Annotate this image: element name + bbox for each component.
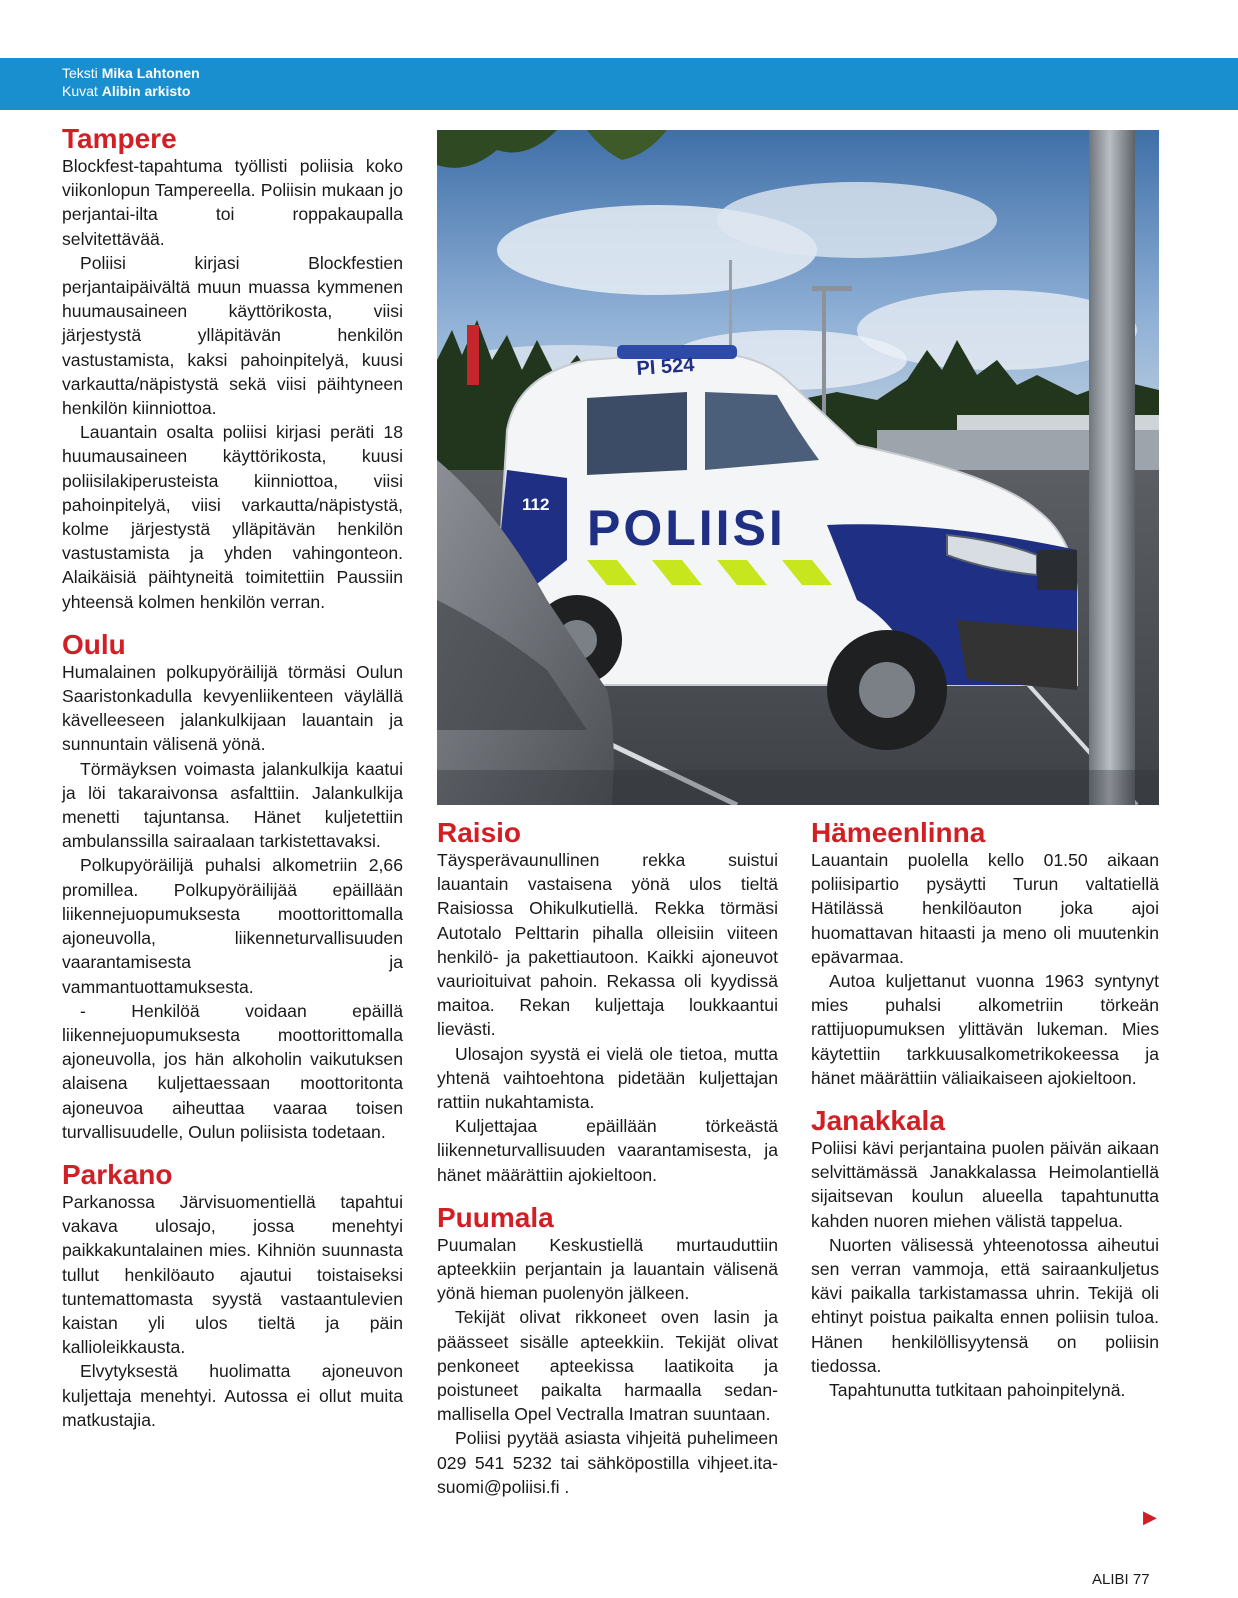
article-paragraph: Ulosajon syystä ei vielä ole tietoa, mutta yhtenä vaihtoehtona pidetään kuljettajan rattiin nukahtamista.	[437, 1043, 778, 1113]
article-title: Puumala	[437, 1201, 554, 1233]
article-paragraph: Täysperävaunullinen rekka suistui lauantain vastaisena yönä ulos tieltä Raisiossa Ohikulkutiellä. Rekka törmäsi Autotalo Pelttarin pihalla olleisiin viiteen henkilö- ja pakettiautoon. Kaikki ajoneuvot vaurioituivat pahoin. Rekassa oli kyydissä maitoa. Rekan kuljettaja loukkaantui lievästi.	[437, 850, 778, 1040]
continue-arrow-icon: ▶	[1143, 1507, 1157, 1527]
article-paragraph: Poliisi pyytää asiasta vihjeitä puhelimeen 029 541 5232 tai sähköpostilla vihjeet.ita-suomi@poliisi.fi .	[437, 1428, 778, 1497]
article-paragraph: Parkanossa Järvisuomentiellä tapahtui vakava ulosajo, jossa menehtyi paikkakuntalainen mies. Kihniön suunnasta tullut henkilöauto ajautui toistaiseksi tuntemattomasta syystä vastaantulevien kaistan yli ulos tieltä ja päin kallioleikkausta.	[62, 1191, 403, 1358]
article-paragraph: Nuorten välisessä yhteenotossa aiheutui sen verran vammoja, että sairaankuljetus kävi paikalla tarkistamassa uhrin. Tekijä oli ehtinyt poistua paikalta ennen poliisin tuloa. Hänen henkilöllisyytensä on poliisin tiedossa.	[811, 1234, 1159, 1376]
van-side-text: POLIISI	[587, 500, 786, 556]
article-paragraph: Autoa kuljettanut vuonna 1963 syntynyt mies puhalsi alkometriin törkeän rattijuopumuksen ylittävän lukeman. Mies käytettiin tarkkuusalkometrikokeessa ja hänet määrättiin väliaikaiseen ajokieltoon.	[811, 971, 1159, 1088]
article-title: Oulu	[62, 628, 126, 660]
photo-credit-label: Kuvat	[62, 83, 98, 99]
article-paragraph: Polkupyöräilijä puhalsi alkometriin 2,66 promillea. Polkupyöräilijää epäillään liikennejuopumuksesta moottorittomalla ajoneuvolla, liikenneturvallisuuden vaarantamisesta ja vammantuottamuksesta.	[62, 855, 403, 997]
article-paragraph: Blockfest-tapahtuma työllisti poliisia koko viikonlopun Tampereella. Poliisin mukaan jo perjantai-ilta toi roppakaupalla selvitettävää.	[62, 156, 403, 249]
photo-credit	[62, 83, 190, 100]
article-tampere	[62, 124, 403, 614]
article-paragraph: Puumalan Keskustiellä murtauduttiin apteekkiin perjantain ja lauantain välisenä yönä hieman puolenyön jälkeen.	[437, 1234, 778, 1304]
article-paragraph: Tekijät olivat rikkoneet oven lasin ja päässeet sisälle apteekkiin. Tekijät olivat penkoneet apteekissa laatikoita ja poistuneet paikalta harmaalla sedan-mallisella Opel Vectralla Imatran suuntaan.	[437, 1307, 778, 1425]
middle-column	[437, 818, 778, 1499]
article-hameenlinna	[811, 818, 1159, 1090]
article-parkano	[62, 1160, 403, 1432]
article-puumala	[437, 1203, 778, 1499]
article-oulu	[62, 630, 403, 1144]
article-paragraph: Lauantain puolella kello 01.50 aikaan poliisipartio pysäytti Turun valtatiellä Hätilässä henkilöauton joka ajoi huomattavan hitaasti ja meno oli muutenkin epävarmaa.	[811, 850, 1159, 967]
article-title: Janakkala	[811, 1105, 945, 1137]
article-title: Hämeenlinna	[811, 817, 986, 848]
police-van-photo	[437, 130, 1159, 805]
article-paragraph: Elvytyksestä huolimatta ajoneuvon kuljettaja menehtyi. Autossa ei ollut muita matkustajia.	[62, 1361, 403, 1430]
article-paragraph: Poliisi kirjasi Blockfestien perjantaipäivältä muun muassa kymmenen huumausaineen käyttörikosta, viisi järjestystä ylläpitävän henkilön vastustamista, kaksi pahoinpitelyä, kuusi varkautta/näpistystä sekä viisi päihtyneen henkilön kiinniottoa.	[62, 252, 403, 419]
police-van-illustration	[437, 130, 1159, 805]
article-title: Tampere	[62, 123, 177, 154]
van-plate-text: PI 524	[635, 354, 696, 380]
photo-credit-name: Alibin arkisto	[101, 83, 191, 99]
text-credit-label: Teksti	[62, 65, 98, 81]
left-column	[62, 124, 403, 1432]
article-paragraph: Kuljettajaa epäillään törkeästä liikenneturvallisuuden vaarantamisesta, ja hänet määrättiin ajokieltoon.	[437, 1116, 778, 1185]
article-paragraph: Lauantain osalta poliisi kirjasi peräti 18 huumausaineen käyttörikosta, kuusi poliisilakiperusteista kiinniottoa, viisi pahoinpitelyä, viisi varkautta/näpistystä, kolme järjestystä ylläpitävän henkilön vastustamista ja yhden vahingonteon. Alaikäisiä päihtyneitä toimitettiin Paussiin yhteensä kolmen henkilön verran.	[62, 422, 403, 612]
van-number-text: 112	[522, 495, 550, 514]
article-paragraph: - Henkilöä voidaan epäillä liikennejuopumuksesta moottorittomalla ajoneuvolla, jos hän alkoholin vaikutuksen alaisena kuljettaessaan moottoritonta ajoneuvoa aiheuttaa vaaraa toisen turvallisuudelle, Oulun poliisista todetaan.	[62, 1000, 403, 1142]
header-bar	[0, 58, 1238, 110]
page-folio: ALIBI 77	[1092, 1571, 1150, 1588]
article-title: Parkano	[62, 1158, 173, 1190]
right-column	[811, 818, 1159, 1402]
article-title: Raisio	[437, 817, 522, 848]
text-credit-author: Mika Lahtonen	[101, 65, 200, 81]
article-paragraph: Törmäyksen voimasta jalankulkija kaatui ja löi takaraivonsa asfalttiin. Jalankulkija menetti tajuntansa. Hänet kuljetettiin ambulanssilla sairaalaan tarkistettavaksi.	[62, 758, 403, 852]
article-paragraph: Poliisi kävi perjantaina puolen päivän aikaan selvittämässä Janakkalassa Heimolantiellä sijaitsevan koulun alueella tapahtunutta kahden nuoren miehen välistä tappelua.	[811, 1138, 1159, 1231]
text-credit	[62, 65, 200, 82]
article-raisio	[437, 818, 778, 1187]
article-janakkala	[811, 1106, 1159, 1402]
article-paragraph: Humalainen polkupyöräilijä törmäsi Oulun Saaristonkadulla kevyenliikenteen väylällä kävelleeseen jalankulkijaan lauantain ja sunnuntain välisenä yönä.	[62, 661, 403, 755]
article-paragraph: Tapahtunutta tutkitaan pahoinpitelynä.	[829, 1380, 1126, 1401]
